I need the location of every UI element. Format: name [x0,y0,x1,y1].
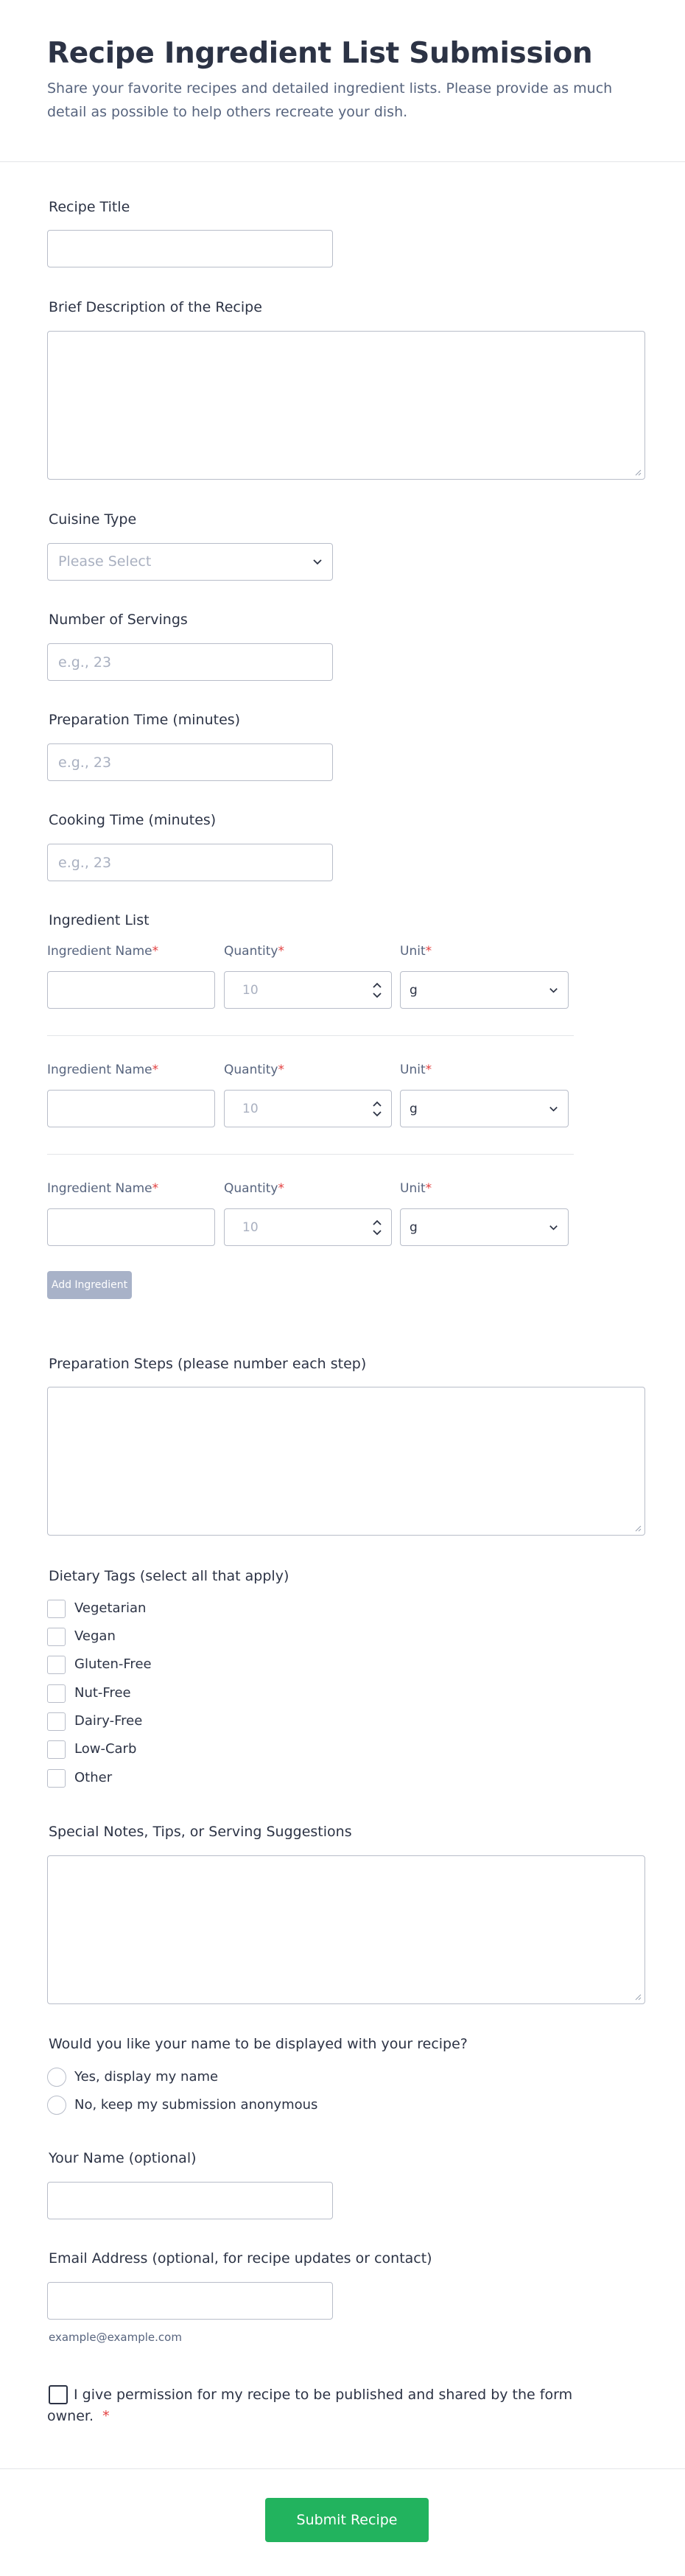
ingredient-name-input[interactable] [47,1208,215,1246]
unit-select-value: g [410,983,418,998]
recipe-title-input[interactable] [47,230,333,267]
servings-label: Number of Servings [49,612,188,628]
unit-label: Unit* [400,1181,432,1196]
chevron-down-icon [548,1222,559,1233]
quantity-label: Quantity* [224,1181,284,1196]
quantity-stepper[interactable] [224,971,392,1009]
unit-select[interactable] [400,1208,569,1246]
email-helper-text: example@example.com [49,2331,182,2344]
form-title: Recipe Ingredient List Submission [47,37,593,70]
checkbox[interactable] [47,1656,66,1674]
checkbox[interactable] [47,1600,66,1618]
quantity-stepper[interactable] [224,1090,392,1127]
unit-select[interactable] [400,971,569,1009]
chevron-down-icon [312,556,323,567]
ingredient-name-label: Ingredient Name* [47,944,159,959]
spinner-arrows-icon[interactable] [372,1218,382,1237]
unit-select-value: g [410,1102,418,1116]
checkbox[interactable] [47,1769,66,1788]
notes-textarea[interactable] [47,1855,645,2004]
cook-time-label: Cooking Time (minutes) [49,812,217,828]
notes-label: Special Notes, Tips, or Serving Suggestions [49,1824,352,1840]
your-name-input[interactable] [47,2182,333,2219]
display-name-label: Would you like your name to be displayed with your recipe? [49,2036,468,2052]
prep-time-label: Preparation Time (minutes) [49,712,241,728]
consent-text: I give permission for my recipe to be published and shared by the form owner. * [47,2387,573,2424]
steps-label: Preparation Steps (please number each step) [49,1356,367,1372]
checkbox[interactable] [47,1684,66,1703]
unit-select[interactable] [400,1090,569,1127]
ingredient-name-label: Ingredient Name* [47,1181,159,1196]
ingredient-name-input[interactable] [47,1090,215,1127]
quantity-placeholder: 10 [242,1220,259,1235]
spinner-arrows-icon[interactable] [372,1099,382,1119]
radio-button[interactable] [47,2068,66,2087]
add-ingredient-button[interactable]: Add Ingredient [47,1271,132,1299]
description-textarea[interactable] [47,331,645,480]
resize-grip-icon[interactable] [634,1993,642,2001]
form-header [0,0,685,162]
quantity-placeholder: 10 [242,983,259,998]
checkbox[interactable] [47,1712,66,1731]
cuisine-label: Cuisine Type [49,511,137,528]
resize-grip-icon[interactable] [634,469,642,476]
your-name-label: Your Name (optional) [49,2150,197,2166]
unit-select-value: g [410,1220,418,1235]
ingredient-name-label: Ingredient Name* [47,1063,159,1077]
resize-grip-icon[interactable] [634,1525,642,1532]
email-label: Email Address (optional, for recipe updates or contact) [49,2250,432,2267]
footer-divider [0,2468,685,2469]
cook-time-input[interactable] [47,844,333,881]
radio-button[interactable] [47,2096,66,2115]
form-subtitle: Share your favorite recipes and detailed ingredient lists. Please provide as much detail as possible to help others recreate your dish. [47,80,613,120]
submit-button[interactable]: Submit Recipe [265,2498,429,2542]
row-divider [47,1154,574,1155]
unit-label: Unit* [400,1063,432,1077]
chevron-down-icon [548,984,559,995]
checkbox[interactable] [47,1628,66,1646]
row-divider [47,1035,574,1036]
ingredient-name-input[interactable] [47,971,215,1009]
ingredient-list-label: Ingredient List [49,912,150,928]
spinner-arrows-icon[interactable] [372,981,382,1000]
servings-input[interactable] [47,643,333,681]
prep-time-input[interactable] [47,743,333,781]
quantity-placeholder: 10 [242,1102,259,1116]
unit-label: Unit* [400,944,432,959]
quantity-label: Quantity* [224,944,284,959]
recipe-title-label: Recipe Title [49,199,130,215]
cuisine-select[interactable] [47,543,333,581]
email-input[interactable] [47,2282,333,2320]
checkbox[interactable] [47,1740,66,1759]
quantity-stepper[interactable] [224,1208,392,1246]
chevron-down-icon [548,1103,559,1114]
steps-textarea[interactable] [47,1387,645,1536]
quantity-label: Quantity* [224,1063,284,1077]
description-label: Brief Description of the Recipe [49,299,262,315]
dietary-label: Dietary Tags (select all that apply) [49,1568,289,1584]
cuisine-select-value: Please Select [58,553,152,570]
